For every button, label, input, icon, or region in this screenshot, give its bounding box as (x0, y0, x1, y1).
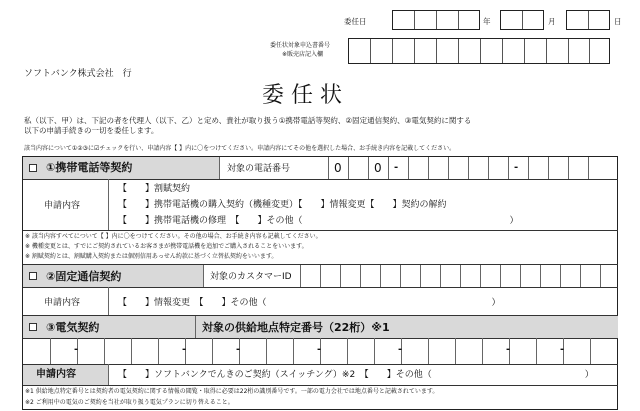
section1-note-1: ※ 該当内容すべてについて【 】内に〇をつけてください。その他の場合、お手続き内容も記載してください。 (25, 233, 322, 240)
section1-line-3: 【 】携帯電話機の修理 【 】その他（ ） (118, 216, 519, 226)
supply-dash-1: - (74, 344, 79, 355)
month-field[interactable] (500, 10, 544, 30)
supply-dash-6: - (506, 344, 511, 355)
instruction-text: 該当内容について①②③に☑チェックを行い、申請内容【 】内に〇をつけてください。申請内容にてその他を選択した場合、お手続き内容を記載してください。 (24, 145, 456, 152)
section3-note-1: ※1 供給地点特定番号とは契約者の電気契約に関する情報の閲覧・取得に必要は22桁の識別番号です。一部の電力会社では地点番号と記載されています。 (25, 388, 439, 395)
year-label: 年 (483, 17, 491, 26)
section3-apply-label: 申請内容 (36, 369, 76, 380)
section3-checkbox[interactable] (29, 323, 37, 331)
supply-dash-7: - (560, 344, 565, 355)
phone-dash-1: - (394, 162, 399, 173)
section3-title: ③電気契約 (46, 321, 100, 334)
section1-checkbox[interactable] (29, 164, 37, 172)
phone-number-label: 対象の電話番号 (227, 164, 291, 174)
supply-dash-5: - (398, 344, 403, 355)
section3-line: 【 】ソフトバンクでんきのご契約（スイッチング）※2 【 】その他（ ） (118, 370, 594, 380)
app-number-field[interactable] (348, 38, 610, 64)
section1-title: ①携帯電話等契約 (46, 161, 133, 174)
date-label: 委任日 (344, 17, 367, 26)
section1-note-2: ※ 機種変更とは、すでにご契約されているお客さまが携帯電話機を追加でご購入されることをいいます。 (25, 243, 308, 250)
section3-note-2: ※2 ご利用中の電気のご契約を当社が取り扱う電気プランに切り替えること。 (25, 399, 234, 406)
app-number-note: ※販売店記入欄 (282, 51, 324, 58)
intro-line-2: 以下の申請手続きの一切を委任します。 (24, 126, 159, 135)
phone-digit-1: 0 (334, 161, 342, 175)
supply-dash-2: - (182, 344, 187, 355)
day-field[interactable] (566, 10, 610, 30)
section2-checkbox[interactable] (29, 272, 37, 280)
company-name: ソフトバンク株式会社 行 (24, 69, 132, 79)
section1-apply-label: 申請内容 (44, 201, 81, 211)
section2-title: ②固定通信契約 (46, 270, 122, 283)
section1-line-2: 【 】携帯電話機の購入契約（機種変更）【 】情報変更【 】契約の解約 (118, 200, 447, 210)
month-label: 月 (548, 17, 556, 26)
section1-note-3: ※ 割賦契約とは、割賦購入契約または個別信用あっせん約款に基づく立替払契約をいいます。 (25, 253, 278, 260)
year-field[interactable] (392, 10, 480, 30)
day-label: 日 (614, 17, 622, 26)
phone-digit-3: 0 (374, 161, 382, 175)
page-title: 委 任 状 (262, 83, 342, 108)
customer-id-label: 対象のカスタマーID (210, 272, 292, 282)
section2-line: 【 】情報変更 【 】その他（ ） (118, 298, 501, 308)
intro-line-1: 私（以下、甲）は、下記の者を代理人（以下、乙）と定め、貴社が取り扱う①携帯電話等契約、②固定通信契約、③電気契約に関する (24, 116, 472, 125)
phone-dash-2: - (514, 162, 519, 173)
supply-point-label: 対象の供給地点特定番号（22桁）※1 (202, 321, 390, 334)
app-number-label: 委任状対象申込書番号 (270, 42, 331, 49)
section2-apply-label: 申請内容 (44, 298, 81, 308)
section1-line-1: 【 】割賦契約 (118, 184, 191, 194)
supply-dash-3: - (236, 344, 241, 355)
supply-dash-4: - (317, 344, 322, 355)
